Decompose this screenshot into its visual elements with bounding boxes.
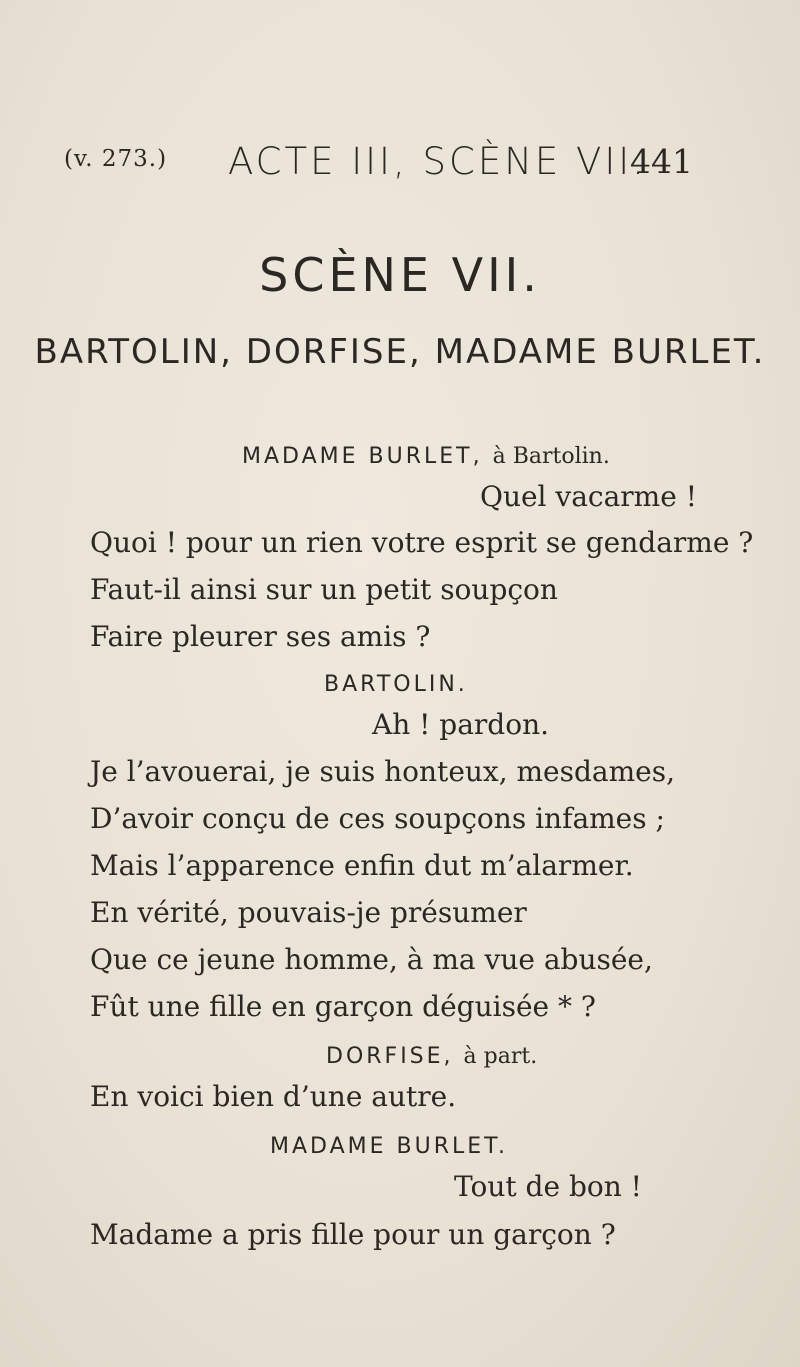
verse-line: Que ce jeune homme, à ma vue abusée, xyxy=(90,943,653,976)
verse-line: Quoi ! pour un rien votre esprit se gendarme ? xyxy=(90,526,754,559)
act-scene-header: ACTE III, SCÈNE VII. xyxy=(228,140,647,183)
verse-line: Ah ! pardon. xyxy=(372,708,550,741)
verse-line: Mais l’apparence enfin dut m’alarmer. xyxy=(90,849,634,882)
stage-direction: à Bartolin. xyxy=(492,444,610,469)
stage-direction: à part. xyxy=(463,1044,538,1069)
speaker-madame-burlet xyxy=(242,444,610,469)
verse-line: Fût une fille en garçon déguisée * ? xyxy=(90,990,596,1023)
verse-line: Quel vacarme ! xyxy=(480,480,697,513)
speaker-madame-burlet xyxy=(270,1134,508,1159)
verse-line: En vérité, pouvais-je présumer xyxy=(90,896,527,929)
speaker-dorfise xyxy=(326,1044,537,1069)
characters-line: BARTOLIN, DORFISE, MADAME BURLET. xyxy=(34,332,766,372)
speaker-name: MADAME BURLET, xyxy=(242,444,483,469)
verse-line: Tout de bon ! xyxy=(454,1170,642,1203)
running-head xyxy=(0,140,800,184)
speaker-bartolin xyxy=(324,672,468,697)
speaker-name: MADAME BURLET. xyxy=(270,1134,508,1159)
verse-line: Faire pleurer ses amis ? xyxy=(90,620,431,653)
speaker-name: DORFISE, xyxy=(326,1044,454,1069)
verse-line: Madame a pris fille pour un garçon ? xyxy=(90,1218,616,1251)
verse-line: Je l’avouerai, je suis honteux, mesdames, xyxy=(90,755,676,788)
scene-title: SCÈNE VII. xyxy=(259,248,541,302)
verse-line: D’avoir conçu de ces soupçons infames ; xyxy=(90,802,665,835)
verse-line: En voici bien d’une autre. xyxy=(90,1080,457,1113)
page-number: 441 xyxy=(630,142,693,181)
speaker-name: BARTOLIN. xyxy=(324,672,468,697)
verse-line: Faut-il ainsi sur un petit soupçon xyxy=(90,573,558,606)
verse-reference: (v. 273.) xyxy=(64,146,168,172)
